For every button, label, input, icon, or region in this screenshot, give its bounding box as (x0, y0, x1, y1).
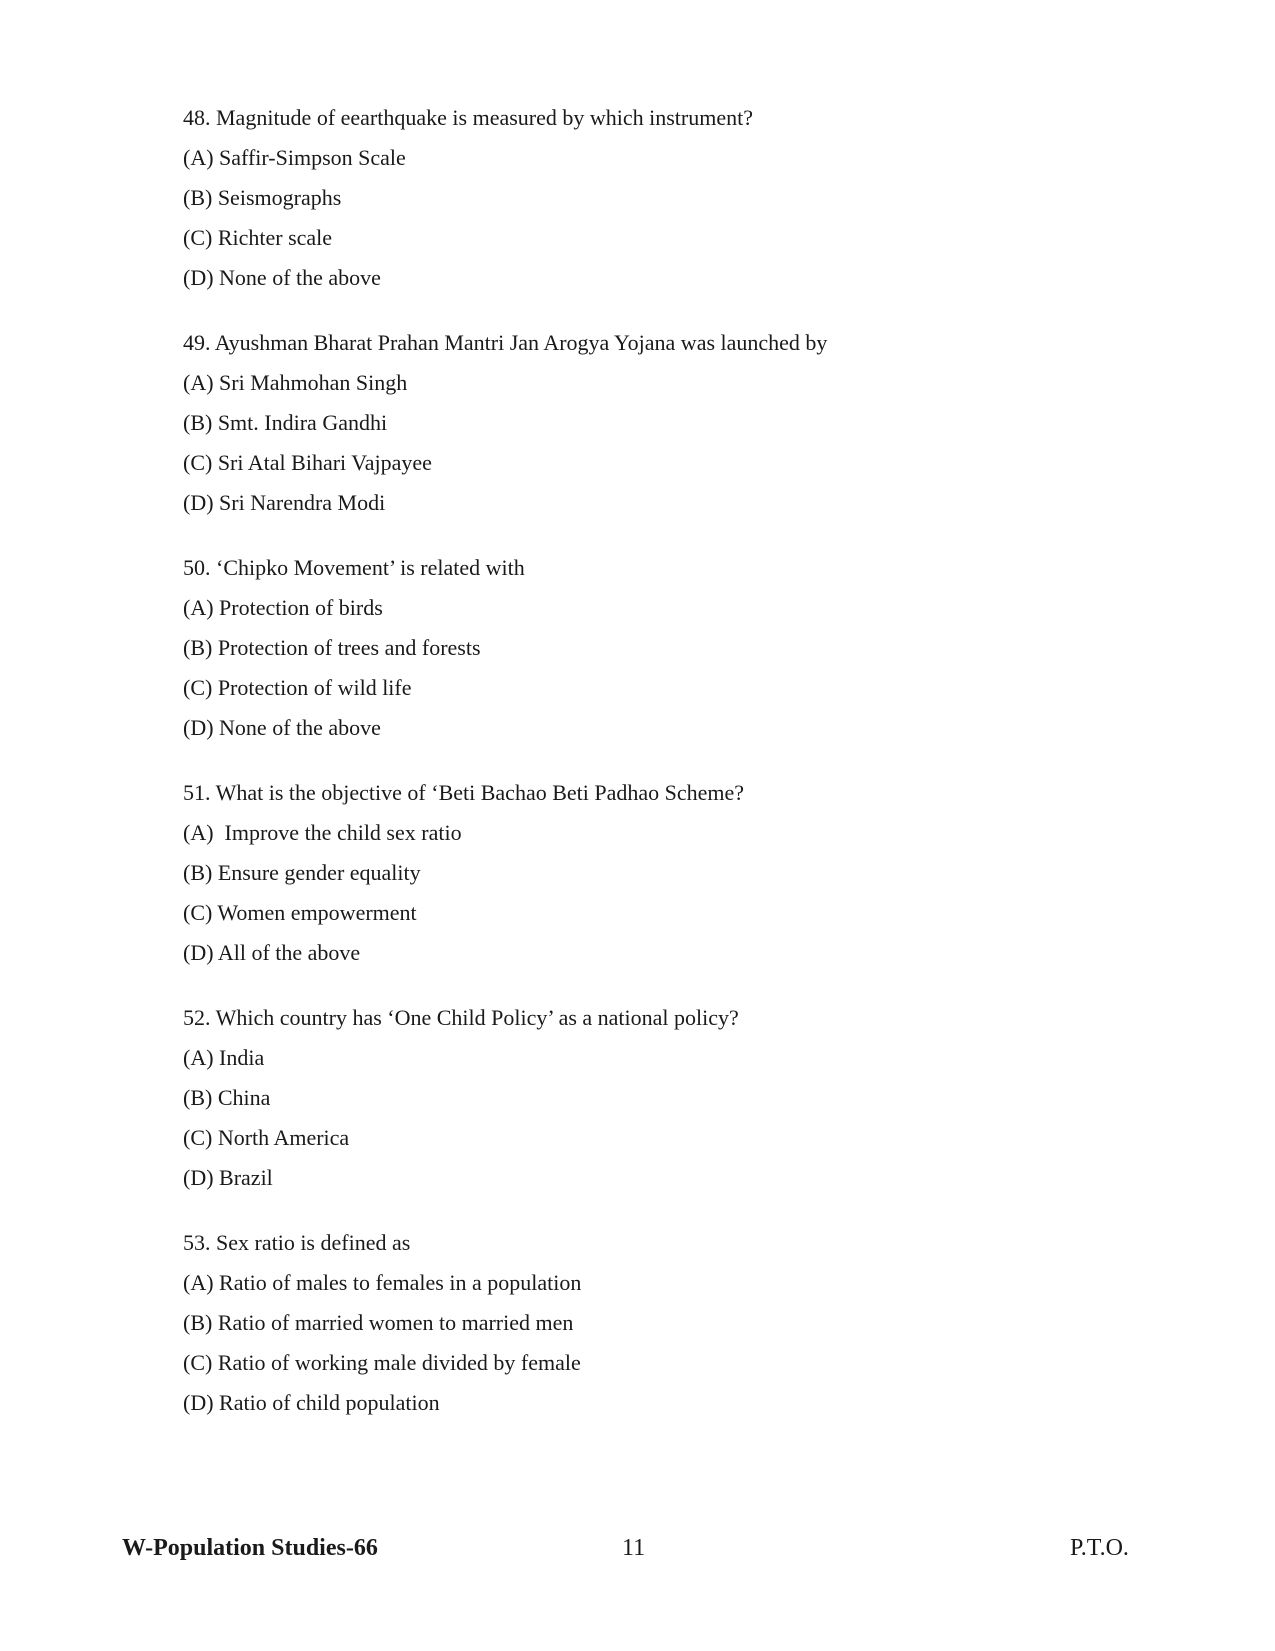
question-text: 52. Which country has ‘One Child Policy’ as a national policy? (183, 1005, 739, 1030)
question-49 (183, 331, 1143, 515)
question-52 (183, 1006, 1143, 1190)
option-b: (B) Seismographs (183, 185, 342, 210)
question-text: 50. ‘Chipko Movement’ is related with (183, 555, 525, 580)
question-list (183, 106, 1143, 1456)
option-a: (A) Sri Mahmohan Singh (183, 370, 408, 395)
option-c: (C) Protection of wild life (183, 675, 412, 700)
option-a: (A) India (183, 1045, 265, 1070)
option-d: (D) Sri Narendra Modi (183, 490, 386, 515)
question-48 (183, 106, 1143, 290)
option-a: (A) Improve the child sex ratio (183, 820, 462, 845)
option-c: (C) Ratio of working male divided by female (183, 1350, 581, 1375)
option-d: (D) Ratio of child population (183, 1390, 440, 1415)
page-footer (0, 1533, 1275, 1563)
pto-label: P.T.O. (1070, 1535, 1129, 1561)
option-c: (C) Sri Atal Bihari Vajpayee (183, 450, 432, 475)
option-b: (B) Smt. Indira Gandhi (183, 410, 388, 435)
option-b: (B) China (183, 1085, 271, 1110)
question-51 (183, 781, 1143, 965)
option-a: (A) Saffir-Simpson Scale (183, 145, 406, 170)
option-c: (C) Women empowerment (183, 900, 417, 925)
option-d: (D) None of the above (183, 715, 381, 740)
page-number: 11 (622, 1535, 646, 1561)
option-d: (D) All of the above (183, 940, 361, 965)
question-53 (183, 1231, 1143, 1415)
option-b: (B) Ratio of married women to married men (183, 1310, 574, 1335)
option-d: (D) None of the above (183, 265, 381, 290)
option-a: (A) Ratio of males to females in a population (183, 1270, 582, 1295)
question-text: 48. Magnitude of eearthquake is measured by which instrument? (183, 105, 754, 130)
question-text: 53. Sex ratio is defined as (183, 1230, 411, 1255)
question-50 (183, 556, 1143, 740)
option-c: (C) Richter scale (183, 225, 333, 250)
paper-code: W-Population Studies-66 (122, 1535, 378, 1561)
option-d: (D) Brazil (183, 1165, 273, 1190)
option-c: (C) North America (183, 1125, 350, 1150)
option-b: (B) Ensure gender equality (183, 860, 421, 885)
option-b: (B) Protection of trees and forests (183, 635, 481, 660)
question-text: 49. Ayushman Bharat Prahan Mantri Jan Arogya Yojana was launched by (183, 330, 828, 355)
question-text: 51. What is the objective of ‘Beti Bachao Beti Padhao Scheme? (183, 780, 745, 805)
option-a: (A) Protection of birds (183, 595, 383, 620)
